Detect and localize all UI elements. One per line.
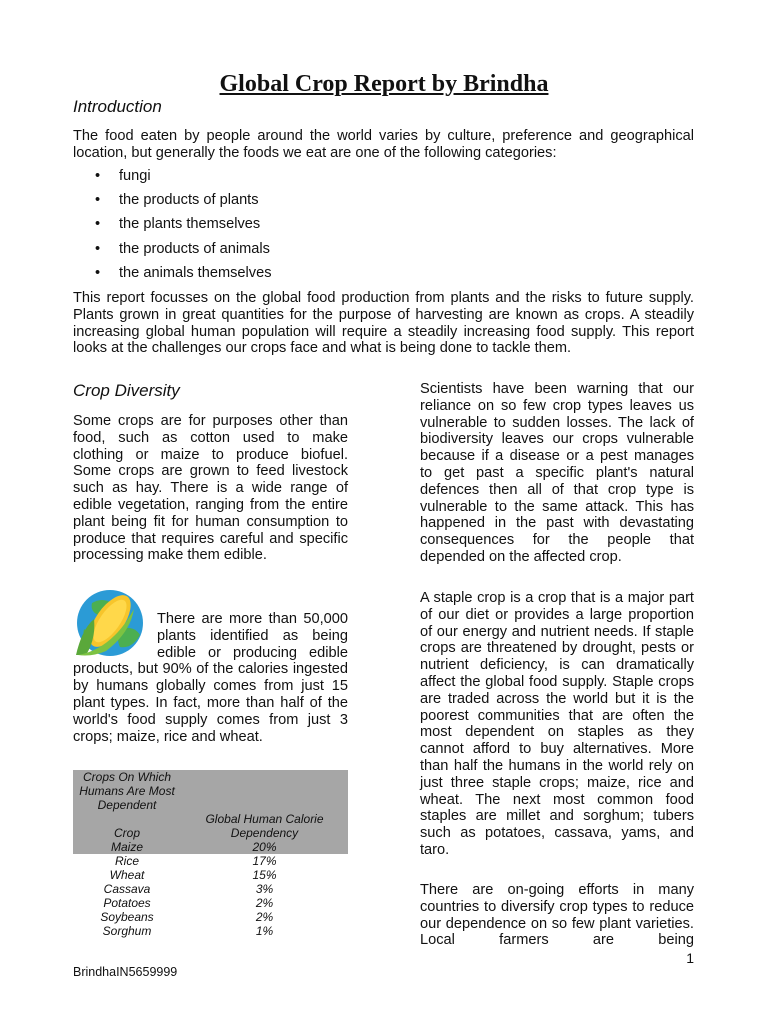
introduction-lead-paragraph: The food eaten by people around the world varies by culture, preference and geographical location, but generally the foods we eat are one of the following categories: [73, 128, 694, 161]
footer-text: BrindhaIN5659999 [73, 965, 178, 979]
table-row: Wheat 15% [109, 868, 277, 882]
list-item: • the plants themselves [95, 216, 261, 233]
table-row: Maize 20% [73, 840, 348, 854]
crop-diversity-paragraph-1: Some crops are for purposes other than food, such as cotton used to make clothing or maize to produce biofuel. Some crops are grown to feed livestock such as hay. There is a wide range of edible vegetation, ranging from the entire plant being fit for human consumption to produce that requires careful and specific processing make them edible. [73, 413, 348, 564]
table-header-row [73, 812, 348, 840]
document-title: Global Crop Report by Brindha [219, 71, 549, 97]
table-row: Soybeans 2% [100, 910, 274, 924]
bullet-icon: • [95, 264, 101, 281]
introduction-closing-paragraph: This report focusses on the global food production from plants and the risks to future supply. Plants grown in great quantities for the purpose of harvesting are known as crops. A steadily increasing global human population will require a steadily increasing food supply. This report looks at the challenges our crops face and what is being done to tackle them. [73, 290, 694, 357]
table-row: Cassava 3% [103, 882, 274, 896]
food-categories-list [73, 168, 272, 289]
table-row: Potatoes 2% [103, 896, 274, 910]
column-header-dependency: Global Human Calorie Dependency [181, 812, 348, 840]
list-item: • the products of animals [95, 240, 270, 257]
table-row: Rice 17% [114, 854, 277, 868]
list-item: • the products of plants [95, 192, 259, 209]
bullet-icon: • [95, 240, 101, 257]
crop-diversity-heading: Crop Diversity [73, 381, 180, 400]
column-header-crop: Crop [73, 812, 181, 840]
table-row: Sorghum 1% [102, 924, 274, 938]
right-paragraph-1: Scientists have been warning that our reliance on so few crop types leaves us vulnerable to sudden losses. The lack of biodiversity leaves our crops vulnerable because if a disease or a pest manages to get past a specific plant's natural defences then all of that crop type is vulnerable to the same attack. This has happened in the past with devastating consequences for the people that depended on the affected crop. [420, 381, 694, 565]
page-number: 1 [686, 950, 694, 966]
crop-diversity-paragraph-2: There are more than 50,000 plants identified as being edible or producing edible products, but 90% of the calories ingested by humans globally comes from just 15 plant types. In fact, more than half of the world's food supply comes from just 3 crops; maize, rice and wheat. [73, 611, 348, 745]
bullet-icon: • [95, 216, 101, 233]
table-caption: Crops On Which Humans Are Most Dependent [73, 770, 181, 812]
crop-dependency-table [73, 770, 348, 938]
right-paragraph-3: There are on-going efforts in many countries to diversify crop types to reduce our dependence on so few plant varieties. Local farmers are being [420, 882, 694, 949]
list-item: • fungi [95, 168, 151, 184]
introduction-heading: Introduction [73, 97, 162, 116]
table-caption-row [73, 770, 348, 812]
list-item: • the animals themselves [95, 264, 272, 281]
bullet-icon: • [95, 168, 101, 184]
bullet-icon: • [95, 192, 101, 209]
right-paragraph-2: A staple crop is a crop that is a major part of our diet or provides a large proportion of our energy and nutrient needs. If staple crops are threatened by drought, pests or nutrient deficiency, is can dramatically affect the global food supply. Staple crops are traded across the world but it is the poorest communities that are often the most dependent on staples as they cannot afford to buy alternatives. More than half the humans in the world rely on just three staple crops; maize, rice and wheat. The next most common food staples are millet and sorghum; tubers such as potatoes, cassava, yams, and taro. [420, 590, 694, 858]
